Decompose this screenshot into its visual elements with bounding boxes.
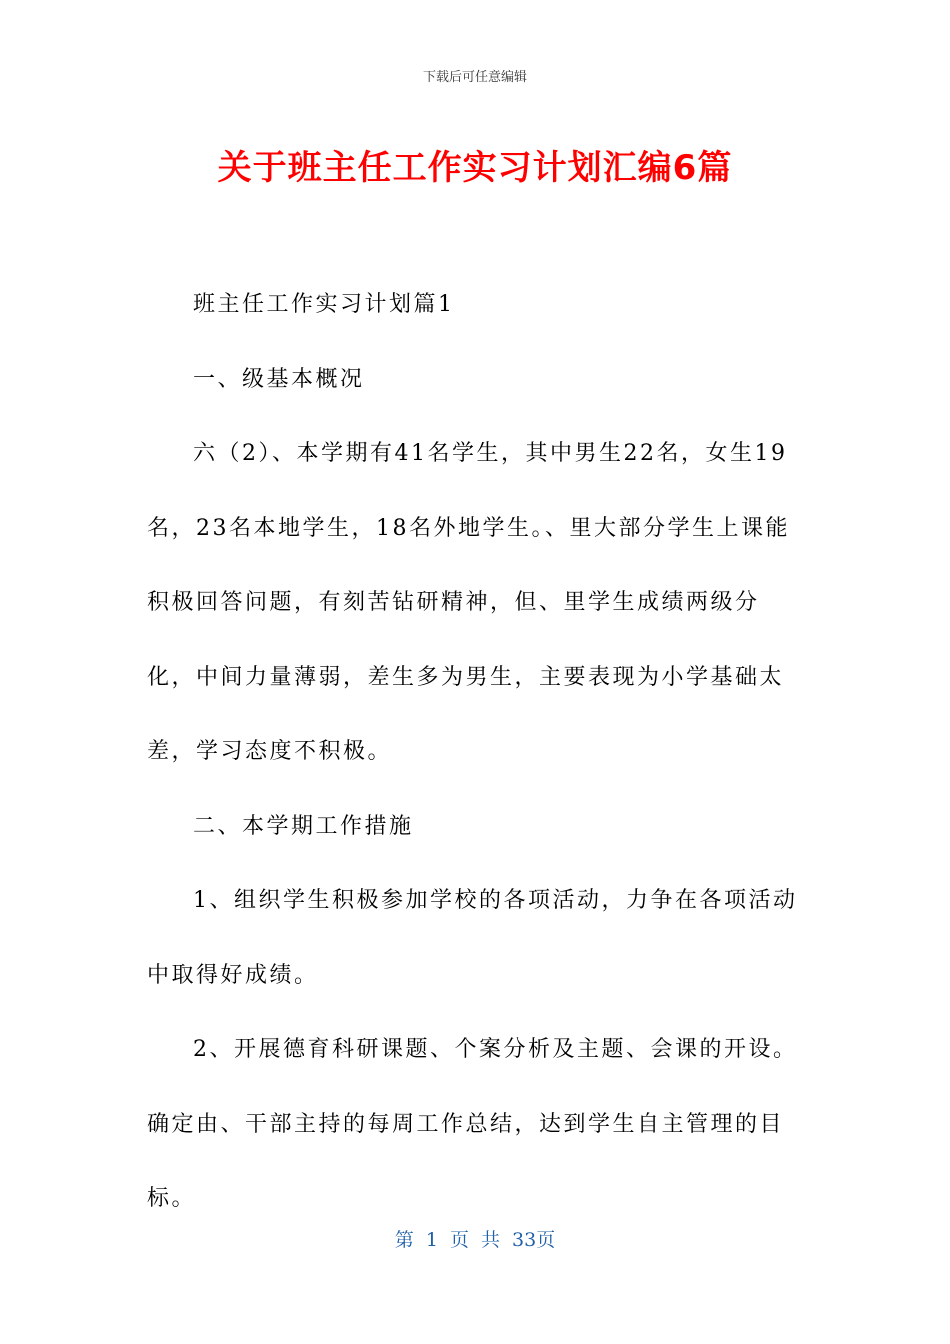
- section-subheading: 二、本学期工作措施: [193, 813, 414, 839]
- paragraph-measure-1: 1、组织学生积极参加学校的各项活动，力争在各项活动中取得好成绩。: [147, 888, 798, 988]
- paragraph-class-overview: 六（2）、本学期有41名学生，其中男生22名，女生19名，23名本地学生，18名外地学生。、里大部分学生上课能积极回答问题，有刻苦钻研精神，但、里学生成绩两级分化，中间力量薄弱，差生多为男生，主要表现为小学基础太差，学习态度不积极。: [147, 441, 790, 764]
- section-heading: 班主任工作实习计划篇1: [193, 292, 455, 317]
- section-subheading: 一、级基本概况: [193, 366, 365, 392]
- document-body: [147, 268, 807, 1237]
- paragraph-measure-2: 2、开展德育科研课题、个案分析及主题、会课的开设。确定由、干部主持的每周工作总结，达到学生自主管理的目标。: [147, 1037, 798, 1211]
- page-number: 第 1 页 共 33页: [394, 1229, 556, 1251]
- header-note: 下载后可任意编辑: [422, 70, 527, 85]
- document-title: 关于班主任工作实习计划汇编6篇: [217, 148, 733, 188]
